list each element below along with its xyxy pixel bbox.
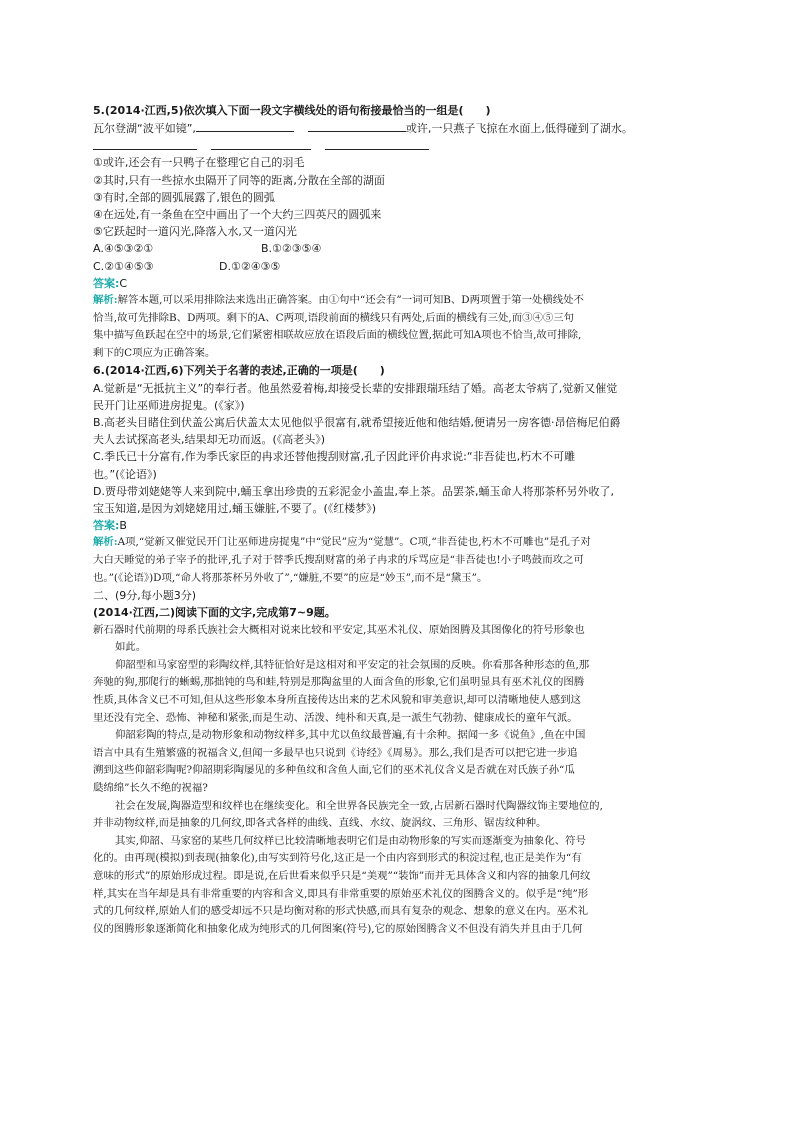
section-2-sub: (2014·江西,二)阅读下面的文字,完成第7~9题。 xyxy=(93,606,336,620)
option-c: C.②①④⑤③ xyxy=(93,259,154,273)
blank-3 xyxy=(93,137,197,150)
q5-options-row-2 xyxy=(93,258,715,275)
answer-label: 答案: xyxy=(93,519,120,533)
passage-line: 如此。 xyxy=(115,641,147,654)
section-2-head: 二、(9分,每小题3分) xyxy=(93,589,197,603)
passage-line: 式的几何纹样,原始人们的感受却远不只是均衡对称的形式快感,而具有复杂的观念、想象的意义在内。巫术礼 xyxy=(93,905,588,918)
question-6-head: 6.(2014·江西,6)下列关于名著的表述,正确的一项是( ) xyxy=(93,364,385,378)
explanation-label: 解析: xyxy=(93,294,118,307)
q5-explanation-line: 解析:解答本题,可以采用排除法来选出正确答案。由①句中“还会有”一词可知B、D两项置于第一处横线处不 xyxy=(93,294,584,307)
option-d: D.①②④③⑤ xyxy=(219,259,281,273)
q6-option-line: D.贾母带刘姥姥等人来到院中,蛹玉拿出珍贵的五彩泥金小盖盅,奉上茶。品罢茶,蛹玉命人将那茶杯另外收了, xyxy=(93,484,614,498)
answer-label: 答案: xyxy=(93,276,120,290)
option-a: A.④⑤③②① xyxy=(93,242,154,256)
q5-item: ④在远处,有一条鱼在空中画出了一个大约三四英尺的圆弧来 xyxy=(93,208,382,222)
question-5-head: 5.(2014·江西,5)依次填入下面一段文字横线处的语句衔接最恰当的一组是( ) xyxy=(93,104,491,117)
passage-line: 仰韶彩陶的特点,是动物形象和动物纹样多,其中尤以鱼纹最普遍,有十余种。据闻一多《说鱼》,鱼在中国 xyxy=(115,729,586,742)
passage-line: 奔驰的狗,那爬行的蜥蜴,那拙钝的鸟和蛙,特别是那陶盆里的人面含鱼的形象,它们虽明显具有巫术礼仪的图腾 xyxy=(93,676,585,689)
q6-option-line: 也。”(《论语》) xyxy=(93,467,157,481)
q5-item: ①或许,还会有一只鸭子在整理它自己的羽毛 xyxy=(93,156,305,170)
q6-explanation-line: 大白天睡觉的弟子宰予的批评,孔子对于替季氏搜刮财富的弟子冉求的斥骂应是“非吾徒也!小子鸣鼓而攻之可 xyxy=(93,554,584,567)
q6-option-line: B.高老头目睹住到伏盖公寓后伏盖太太见他似乎很富有,就希望接近他和他结婚,便请另一房客德·昂倍梅尼伯爵 xyxy=(93,416,621,430)
q6-option-line: C.季氏已十分富有,作为季氏家臣的冉求还替他搜刮财富,孔子因此评价冉求说:“非吾徒也,朽木不可雕 xyxy=(93,450,576,464)
stem-part-a: 瓦尔登湖“波平如镜”, xyxy=(93,122,196,136)
passage-line: 并非动物纹样,而是抽象的几何纹,即各式各样的曲线、直线、水纹、旋涡纹、三角形、锯齿纹种种。 xyxy=(93,817,547,830)
passage-line: 仪的图腾形象逐渐简化和抽象化成为纯形式的几何图案(符号),它的原始图腾含义不但没有消失并且由于几何 xyxy=(93,922,583,935)
q5-item: ③有时,全部的圆弧展露了,银色的圆弧 xyxy=(93,190,275,204)
q6-option-line: 夫人去试探高老头,结果却无功而返。(《高老头》) xyxy=(93,433,326,447)
q6-option-line: A.觉新是“无抵抗主义”的奉行者。他虽然爱着梅,却接受长辈的安排跟瑞珏结了婚。高老太爷病了,觉新又催觉 xyxy=(93,381,618,395)
q6-answer xyxy=(93,517,715,534)
blank-2 xyxy=(308,119,406,132)
q5-options-row-1 xyxy=(93,240,715,257)
passage-line: 仰韶型和马家窑型的彩陶纹样,其特征恰好是这相对和平安定的社会氛围的反映。你看那各种形态的鱼,那 xyxy=(115,658,590,671)
blank-5 xyxy=(325,137,429,150)
q6-explanation-line: 也。”(《论语》)D项,“命人将那茶杯另外收了”,“嫌脏,不要”的应是“妙玉”,而不是“黛玉”。 xyxy=(93,571,488,584)
q5-explanation-line: 恰当,故可先排除B、D两项。剩下的A、C两项,语段前面的横线只有两处,后面的横线有三处,而③④⑤三句 xyxy=(93,311,575,324)
stem-part-b: 或许,一只燕子飞掠在水面上,低得碰到了湖水。 xyxy=(405,122,633,136)
document-page xyxy=(93,102,715,938)
passage-line: 社会在发展,陶器造型和纹样也在继续变化。和全世界各民族完全一致,占居新石器时代陶器纹饰主要地位的, xyxy=(115,799,603,812)
q5-answer xyxy=(93,275,715,292)
blank-1 xyxy=(196,119,294,132)
passage-line: 样,其实在当年却是具有非常重要的内容和含义,即具有非常重要的原始巫术礼仪的图腾含义的。似乎是“纯”形 xyxy=(93,887,589,900)
q5-explanation-line: 集中描写鱼跃起在空中的场景,它们紧密相联故应放在语段后面的横线位置,据此可知A项也不恰当,故可排除, xyxy=(93,329,582,342)
passage-line: 里还没有完全、恐怖、神秘和紧张,而是生动、活泼、纯朴和天真,是一派生气勃勃、健康成长的童年气派。 xyxy=(93,711,578,724)
q5-item: ⑤它跃起时一道闪光,降落入水,又一道闪光 xyxy=(93,225,297,239)
passage-line: 其实,仰韶、马家窑的某些几何纹样已比较清晰地表明它们是由动物形象的写实而逐渐变为抽象化、符号 xyxy=(115,834,586,847)
question-5-blank-row xyxy=(93,137,715,154)
passage-line: 性质,具体含义已不可知,但从这些形象本身所直接传达出来的艺术风貌和审美意识,却可以清晰地使人感到这 xyxy=(93,694,581,706)
question-5-stem xyxy=(93,119,715,137)
explanation-label: 解析: xyxy=(93,536,118,549)
q6-option-line: 宝玉知道,是因为刘姥姥用过,蛹玉嫌脏,不要了。(《红楼梦》) xyxy=(93,502,377,516)
answer-value: B xyxy=(119,519,127,533)
option-b: B.①②③⑤④ xyxy=(261,242,322,256)
passage-line: 意味的形式”的原始形成过程。即是说,在后世看来似乎只是“美观”“装饰”而并无具体含义和内容的抽象几何纹 xyxy=(93,869,591,882)
passage-line: 溯到这些仰韶彩陶呢?仰韶期彩陶屡见的多种鱼纹和含鱼人面,它们的巫术礼仪含义是否就在对氏族子孙“瓜 xyxy=(93,764,575,777)
passage-line: 新石器时代前期的母系氏族社会大概相对说来比较和平安定,其巫术礼仪、原始图腾及其图像化的符号形象也 xyxy=(93,623,585,636)
q6-explanation-line: 解析:A项,“觉新又催觉民开门让巫师进房捉鬼”中“觉民”应为“觉慧”。C项,“非吾徒也,朽木不可雕也”是孔子对 xyxy=(93,536,591,549)
passage-line: 语言中具有生殖繁盛的祝福含义,但闻一多最早也只说到《诗经》《周易》。那么,我们是否可以把它进一步追 xyxy=(93,746,578,759)
q5-explanation-line: 剩下的C项应为正确答案。 xyxy=(93,346,216,359)
blank-4 xyxy=(211,137,311,150)
q5-item: ②其时,只有一些掠水虫隔开了同等的距离,分散在全部的湖面 xyxy=(93,173,385,187)
passage-line: 瓞绵绵”长久不绝的祝福? xyxy=(93,781,208,794)
q6-option-line: 民开门让巫师进房捉鬼。(《家》) xyxy=(93,398,245,412)
passage-line: 化的。由再现(模拟)到表现(抽象化),由写实到符号化,这正是一个由内容到形式的积淀过程,也正是美作为“有 xyxy=(93,852,582,865)
answer-value: C xyxy=(119,276,128,290)
